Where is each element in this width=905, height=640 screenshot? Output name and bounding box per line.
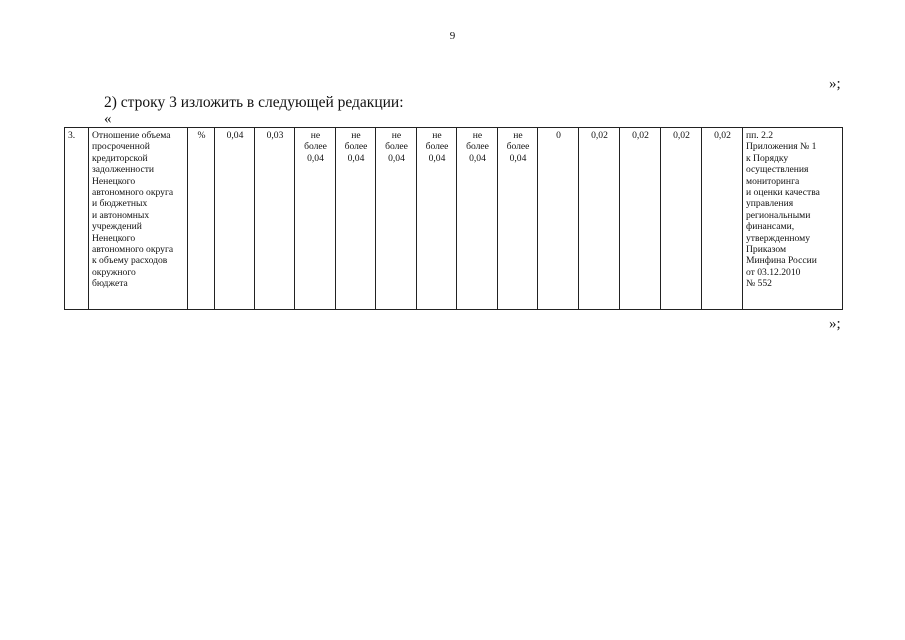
limit-cell-4: не более 0,04 (417, 128, 457, 310)
text-line: Ненецкого (92, 232, 136, 244)
text-line: к объему расходов (92, 255, 168, 267)
closing-quote-bottom: »; (829, 316, 841, 332)
text-line: пп. 2.2 (746, 130, 774, 141)
text-line: Отношение объема (92, 130, 171, 141)
value-cell-6: 0,02 (661, 128, 702, 310)
row-number-cell: 3. (65, 128, 89, 310)
opening-quote: « (104, 111, 112, 127)
text-line: автономного округа (92, 244, 174, 256)
text-line: окружного (92, 266, 136, 278)
text-line: утвержденному (746, 232, 811, 244)
text-line: просроченной (92, 141, 150, 153)
value-cell-2: 0,03 (255, 128, 295, 310)
text-line: управления (746, 198, 794, 210)
amendment-instruction: 2) строку 3 изложить в следующей редакции: (104, 94, 404, 111)
source-reference (746, 130, 840, 290)
indicator-table (64, 127, 843, 310)
indicator-name (92, 130, 185, 290)
page-number: 9 (449, 30, 456, 42)
value-cell-3: 0 (538, 128, 579, 310)
text-line: от 03.12.2010 (746, 266, 801, 278)
limit-cell-3: не более 0,04 (376, 128, 417, 310)
limit-cell-2: не более 0,04 (336, 128, 376, 310)
text-line: Ненецкого (92, 175, 136, 187)
text-line: осуществления (746, 164, 809, 176)
source-reference-cell (743, 128, 843, 310)
text-line: задолженности (92, 164, 155, 176)
text-line: мониторинга (746, 175, 800, 187)
value-cell-1: 0,04 (215, 128, 255, 310)
text-line: кредиторской (92, 152, 148, 164)
text-line: Приложения № 1 (746, 141, 817, 153)
limit-cell-6: не более 0,04 (498, 128, 538, 310)
text-line: финансами, (746, 221, 795, 233)
table-row (65, 128, 843, 310)
value-cell-4: 0,02 (579, 128, 620, 310)
limit-cell-1: не более 0,04 (295, 128, 336, 310)
limit-cell-5: не более 0,04 (457, 128, 498, 310)
text-line: бюджета (92, 278, 128, 290)
text-line: и оценки качества (746, 187, 820, 199)
unit-cell: % (188, 128, 215, 310)
text-line: и автономных (92, 209, 150, 221)
text-line: Приказом (746, 244, 787, 256)
text-line: № 552 (746, 278, 772, 290)
text-line: Минфина России (746, 255, 817, 267)
text-line: и бюджетных (92, 198, 148, 210)
value-cell-7: 0,02 (702, 128, 743, 310)
text-line: региональными (746, 209, 811, 221)
indicator-name-cell (89, 128, 188, 310)
text-line: к Порядку (746, 152, 789, 164)
text-line: автономного округа (92, 187, 174, 199)
closing-quote-top: »; (829, 76, 841, 92)
text-line: учреждений (92, 221, 142, 233)
value-cell-5: 0,02 (620, 128, 661, 310)
